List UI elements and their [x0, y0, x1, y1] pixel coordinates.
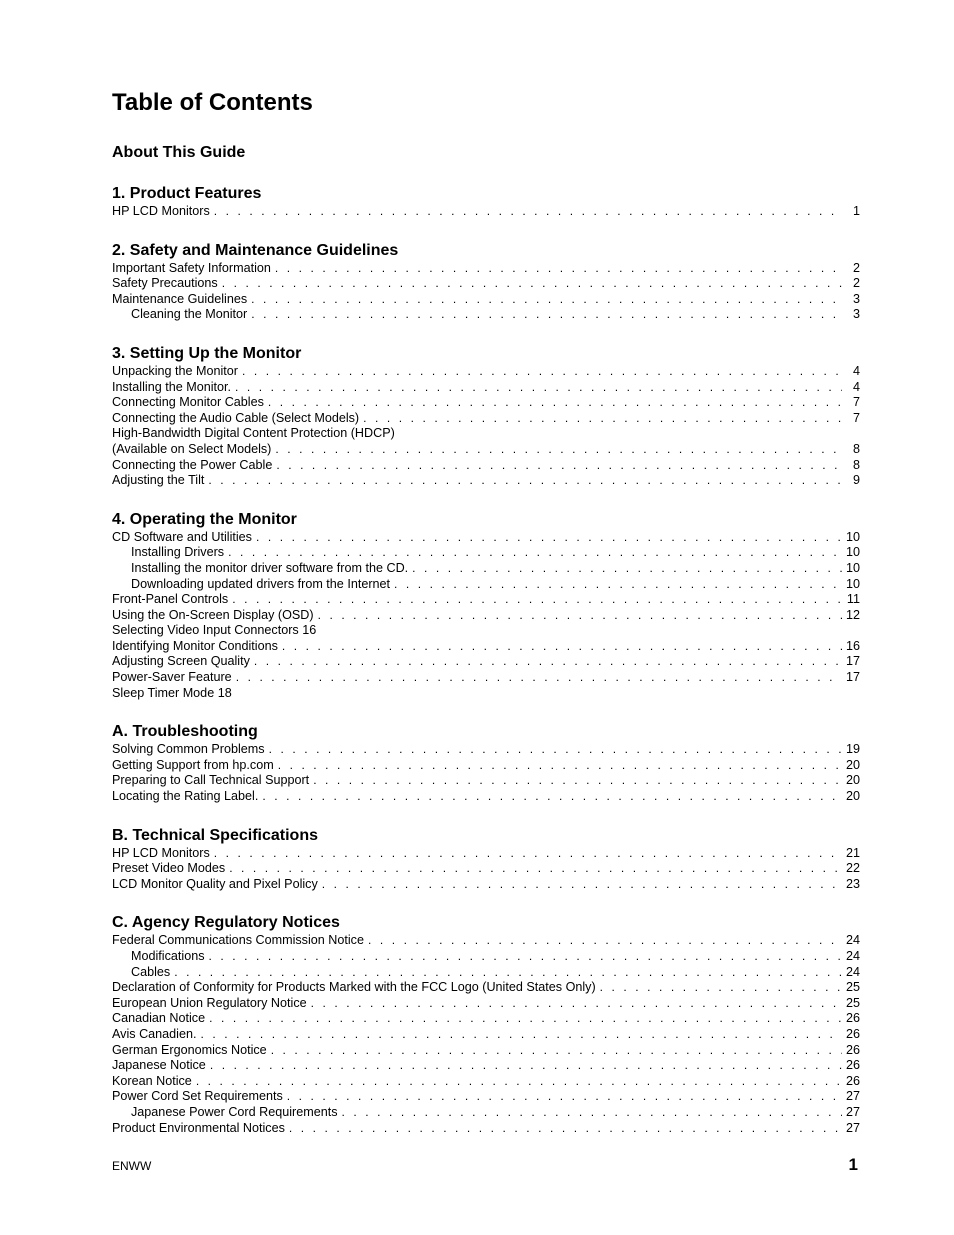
entry-page-number: 1 — [852, 204, 860, 218]
section-heading[interactable]: 2. Safety and Maintenance Guidelines — [112, 241, 399, 259]
entry-page-number: 8 — [852, 457, 860, 472]
toc-section — [112, 344, 860, 489]
entry-title: Adjusting the Tilt — [112, 473, 205, 488]
entry-title: Canadian Notice — [112, 1011, 206, 1026]
toc-entry[interactable] — [112, 458, 860, 474]
entry-title: Unpacking the Monitor — [112, 363, 239, 378]
toc-entry[interactable] — [112, 608, 860, 624]
entry-page-number: 27 — [845, 1120, 860, 1135]
toc-entry[interactable] — [112, 996, 860, 1012]
entry-title: Adjusting Screen Quality — [112, 654, 250, 669]
toc-content — [112, 88, 860, 1136]
dot-leader — [412, 561, 842, 577]
dot-leader — [318, 608, 842, 624]
toc-entry[interactable] — [112, 307, 860, 323]
about-guide-heading: About This Guide — [112, 144, 246, 161]
toc-entry[interactable] — [112, 276, 860, 292]
entry-title: HP LCD Monitors — [112, 204, 210, 218]
toc-entry[interactable] — [112, 965, 860, 981]
entry-title: Identifying Monitor Conditions — [112, 638, 278, 653]
toc-section — [112, 184, 860, 220]
toc-entry[interactable] — [112, 654, 860, 670]
toc-entry[interactable] — [112, 861, 860, 877]
toc-entry[interactable] — [112, 877, 860, 893]
entry-page-number: 25 — [845, 995, 860, 1010]
entry-title: LCD Monitor Quality and Pixel Policy — [112, 876, 318, 891]
entry-title: Connecting the Power Cable — [112, 457, 273, 472]
section-heading[interactable]: 1. Product Features — [112, 185, 262, 202]
dot-leader — [394, 577, 842, 593]
dot-leader — [254, 654, 842, 670]
entry-title: Getting Support from hp.com — [112, 757, 274, 772]
toc-entry[interactable] — [112, 1121, 860, 1137]
entry-title: CD Software and Utilities — [112, 529, 252, 544]
entry-title: Avis Canadien. — [112, 1026, 197, 1041]
toc-entry[interactable] — [112, 639, 860, 655]
entry-title: Power Cord Set Requirements — [112, 1089, 283, 1104]
entry-title: Cables — [131, 964, 171, 979]
toc-entry[interactable] — [112, 980, 860, 996]
entry-page-number: 23 — [845, 876, 860, 891]
entry-title: Installing Drivers — [131, 545, 225, 560]
entry-page-number: 8 — [852, 441, 860, 456]
dot-leader — [275, 442, 842, 458]
toc-entry[interactable] — [112, 1011, 860, 1027]
entry-title: Downloading updated drivers from the Internet — [131, 576, 391, 591]
dot-leader — [210, 1058, 842, 1074]
entry-page-number: 4 — [852, 363, 860, 378]
entry-page-number: 17 — [845, 654, 860, 669]
toc-entry[interactable] — [112, 1027, 860, 1043]
entry-title: Federal Communications Commission Notice — [112, 933, 364, 948]
toc-entry[interactable] — [112, 1074, 860, 1090]
entry-title: Installing the Monitor. — [112, 379, 232, 394]
toc-entry[interactable] — [112, 577, 860, 593]
entry-title: High-Bandwidth Digital Content Protection (HDCP) — [112, 426, 395, 441]
entry-title: Connecting Monitor Cables — [112, 395, 264, 410]
entry-page-number: 10 — [845, 576, 860, 591]
entry-title: Safety Precautions — [112, 276, 218, 291]
dot-leader — [214, 846, 842, 862]
page-title: Table of Contents — [112, 89, 313, 116]
toc-sections — [112, 184, 860, 1136]
entry-page-number: 10 — [845, 545, 860, 560]
dot-leader — [196, 1074, 842, 1090]
entry-title: Power-Saver Feature — [112, 670, 232, 685]
dot-leader — [287, 1089, 842, 1105]
entry-title: Preset Video Modes — [112, 861, 226, 876]
dot-leader — [269, 742, 842, 758]
dot-leader — [208, 473, 842, 489]
entry-page-number: 19 — [845, 742, 860, 757]
entry-page-number: 2 — [852, 276, 860, 291]
entry-title: Front-Panel Controls — [112, 592, 229, 607]
toc-section — [112, 826, 860, 893]
toc-section — [112, 913, 860, 1136]
dot-leader — [342, 1105, 842, 1121]
section-heading[interactable]: B. Technical Specifications — [112, 826, 318, 844]
footer-label: ENWW — [112, 1159, 152, 1173]
entry-title: German Ergonomics Notice — [112, 1042, 267, 1057]
toc-section — [112, 722, 860, 804]
entry-page-number: 26 — [845, 1026, 860, 1041]
entry-title: Preparing to Call Technical Support — [112, 773, 310, 788]
toc-entry[interactable] — [112, 411, 860, 427]
dot-leader — [236, 670, 842, 686]
entry-title: Product Environmental Notices — [112, 1120, 285, 1135]
entry-page-number: 24 — [845, 949, 860, 963]
dot-leader — [275, 261, 842, 277]
entry-page-number: 3 — [852, 291, 860, 306]
toc-section — [112, 241, 860, 323]
dot-leader — [368, 933, 842, 949]
entry-page-number: 21 — [845, 845, 860, 860]
toc-entry[interactable] — [112, 426, 860, 442]
entry-page-number: 26 — [845, 1011, 860, 1026]
entry-page-number: 17 — [845, 670, 860, 685]
toc-entry[interactable] — [112, 530, 860, 546]
toc-entry[interactable] — [112, 789, 860, 805]
entry-title: Connecting the Audio Cable (Select Models) — [112, 410, 360, 425]
entry-page-number: 24 — [845, 933, 860, 948]
entry-title: HP LCD Monitors — [112, 845, 210, 860]
entry-title: Japanese Notice — [112, 1058, 206, 1073]
toc-entry[interactable] — [112, 1058, 860, 1074]
entry-page-number: 10 — [845, 560, 860, 575]
dot-leader — [363, 411, 842, 427]
entry-page-number: 22 — [845, 861, 860, 876]
toc-entry[interactable] — [112, 545, 860, 561]
dot-leader — [282, 639, 842, 655]
entry-page-number: 25 — [845, 980, 860, 995]
entry-title: European Union Regulatory Notice — [112, 995, 307, 1010]
toc-entry[interactable] — [112, 592, 860, 608]
entry-page-number: 4 — [852, 379, 860, 394]
entry-page-number: 7 — [852, 395, 860, 410]
dot-leader — [228, 545, 842, 561]
entry-page-number: 16 — [845, 638, 860, 653]
toc-entry[interactable] — [112, 561, 860, 577]
dot-leader — [229, 861, 842, 877]
section-heading[interactable]: C. Agency Regulatory Notices — [112, 914, 340, 932]
toc-entry[interactable] — [112, 686, 860, 702]
toc-entry[interactable] — [112, 623, 860, 639]
toc-entry[interactable] — [112, 473, 860, 489]
entry-title: Japanese Power Cord Requirements — [131, 1104, 338, 1119]
entry-page-number: 27 — [845, 1089, 860, 1104]
dot-leader — [209, 949, 842, 965]
toc-entry[interactable] — [112, 364, 860, 380]
toc-entry[interactable] — [112, 758, 860, 774]
entry-page-number: 26 — [845, 1058, 860, 1073]
entry-title: Selecting Video Input Connectors 16 — [112, 623, 317, 638]
entry-title: (Available on Select Models) — [112, 441, 272, 456]
dot-leader — [242, 364, 842, 380]
dot-leader — [600, 980, 842, 996]
toc-entry[interactable] — [112, 933, 860, 949]
dot-leader — [311, 996, 842, 1012]
entry-page-number: 12 — [845, 607, 860, 622]
entry-page-number: 24 — [845, 964, 860, 979]
section-heading[interactable]: 3. Setting Up the Monitor — [112, 344, 302, 362]
entry-page-number: 9 — [852, 473, 860, 488]
entry-title: Installing the monitor driver software from the CD. — [131, 560, 409, 575]
dot-leader — [209, 1011, 842, 1027]
entry-page-number: 7 — [852, 410, 860, 425]
toc-entry[interactable] — [112, 261, 860, 277]
toc-entry[interactable] — [112, 442, 860, 458]
entry-page-number: 11 — [846, 592, 860, 607]
dot-leader — [222, 276, 842, 292]
dot-leader — [278, 758, 842, 774]
dot-leader — [313, 773, 842, 789]
dot-leader — [251, 292, 842, 308]
dot-leader — [200, 1027, 842, 1043]
dot-leader — [276, 458, 842, 474]
entry-title: Maintenance Guidelines — [112, 291, 248, 306]
entry-title: Solving Common Problems — [112, 742, 265, 757]
toc-entry[interactable] — [112, 773, 860, 789]
entry-title: Important Safety Information — [112, 260, 271, 275]
toc-entry[interactable] — [112, 670, 860, 686]
section-heading[interactable]: 4. Operating the Monitor — [112, 510, 297, 528]
toc-section — [112, 510, 860, 702]
entry-page-number: 20 — [845, 789, 860, 804]
entry-title: Korean Notice — [112, 1073, 192, 1088]
entry-page-number: 27 — [845, 1104, 860, 1119]
dot-leader — [256, 530, 842, 546]
footer-page-number: 1 — [848, 1155, 858, 1174]
toc-entry[interactable] — [112, 846, 860, 862]
toc-entry[interactable] — [112, 380, 860, 396]
dot-leader — [268, 395, 842, 411]
dot-leader — [214, 204, 842, 220]
entry-page-number: 2 — [852, 260, 860, 275]
entry-title: Modifications — [131, 949, 205, 963]
entry-page-number: 20 — [845, 757, 860, 772]
toc-entry[interactable] — [112, 949, 860, 965]
toc-entry[interactable] — [112, 1043, 860, 1059]
entry-page-number: 20 — [845, 773, 860, 788]
toc-entry[interactable] — [112, 292, 860, 308]
dot-leader — [271, 1043, 842, 1059]
dot-leader — [232, 592, 842, 608]
toc-entry[interactable] — [112, 204, 860, 220]
dot-leader — [322, 877, 842, 893]
entry-page-number: 10 — [845, 529, 860, 544]
toc-entry[interactable] — [112, 742, 860, 758]
dot-leader — [235, 380, 842, 396]
entry-title: Locating the Rating Label. — [112, 789, 259, 804]
entry-page-number: 3 — [852, 307, 860, 322]
dot-leader — [262, 789, 842, 805]
entry-page-number: 26 — [845, 1042, 860, 1057]
dot-leader — [174, 965, 842, 981]
dot-leader — [289, 1121, 842, 1137]
toc-entry[interactable] — [112, 395, 860, 411]
toc-entry[interactable] — [112, 1089, 860, 1105]
toc-entry[interactable] — [112, 1105, 860, 1121]
section-heading[interactable]: A. Troubleshooting — [112, 723, 258, 741]
entry-title: Using the On-Screen Display (OSD) — [112, 607, 314, 622]
entry-page-number: 26 — [845, 1073, 860, 1088]
entry-title: Declaration of Conformity for Products Marked with the FCC Logo (United States Only) — [112, 980, 596, 995]
dot-leader — [251, 307, 842, 323]
entry-title: Sleep Timer Mode 18 — [112, 685, 232, 700]
entry-title: Cleaning the Monitor — [131, 307, 248, 322]
